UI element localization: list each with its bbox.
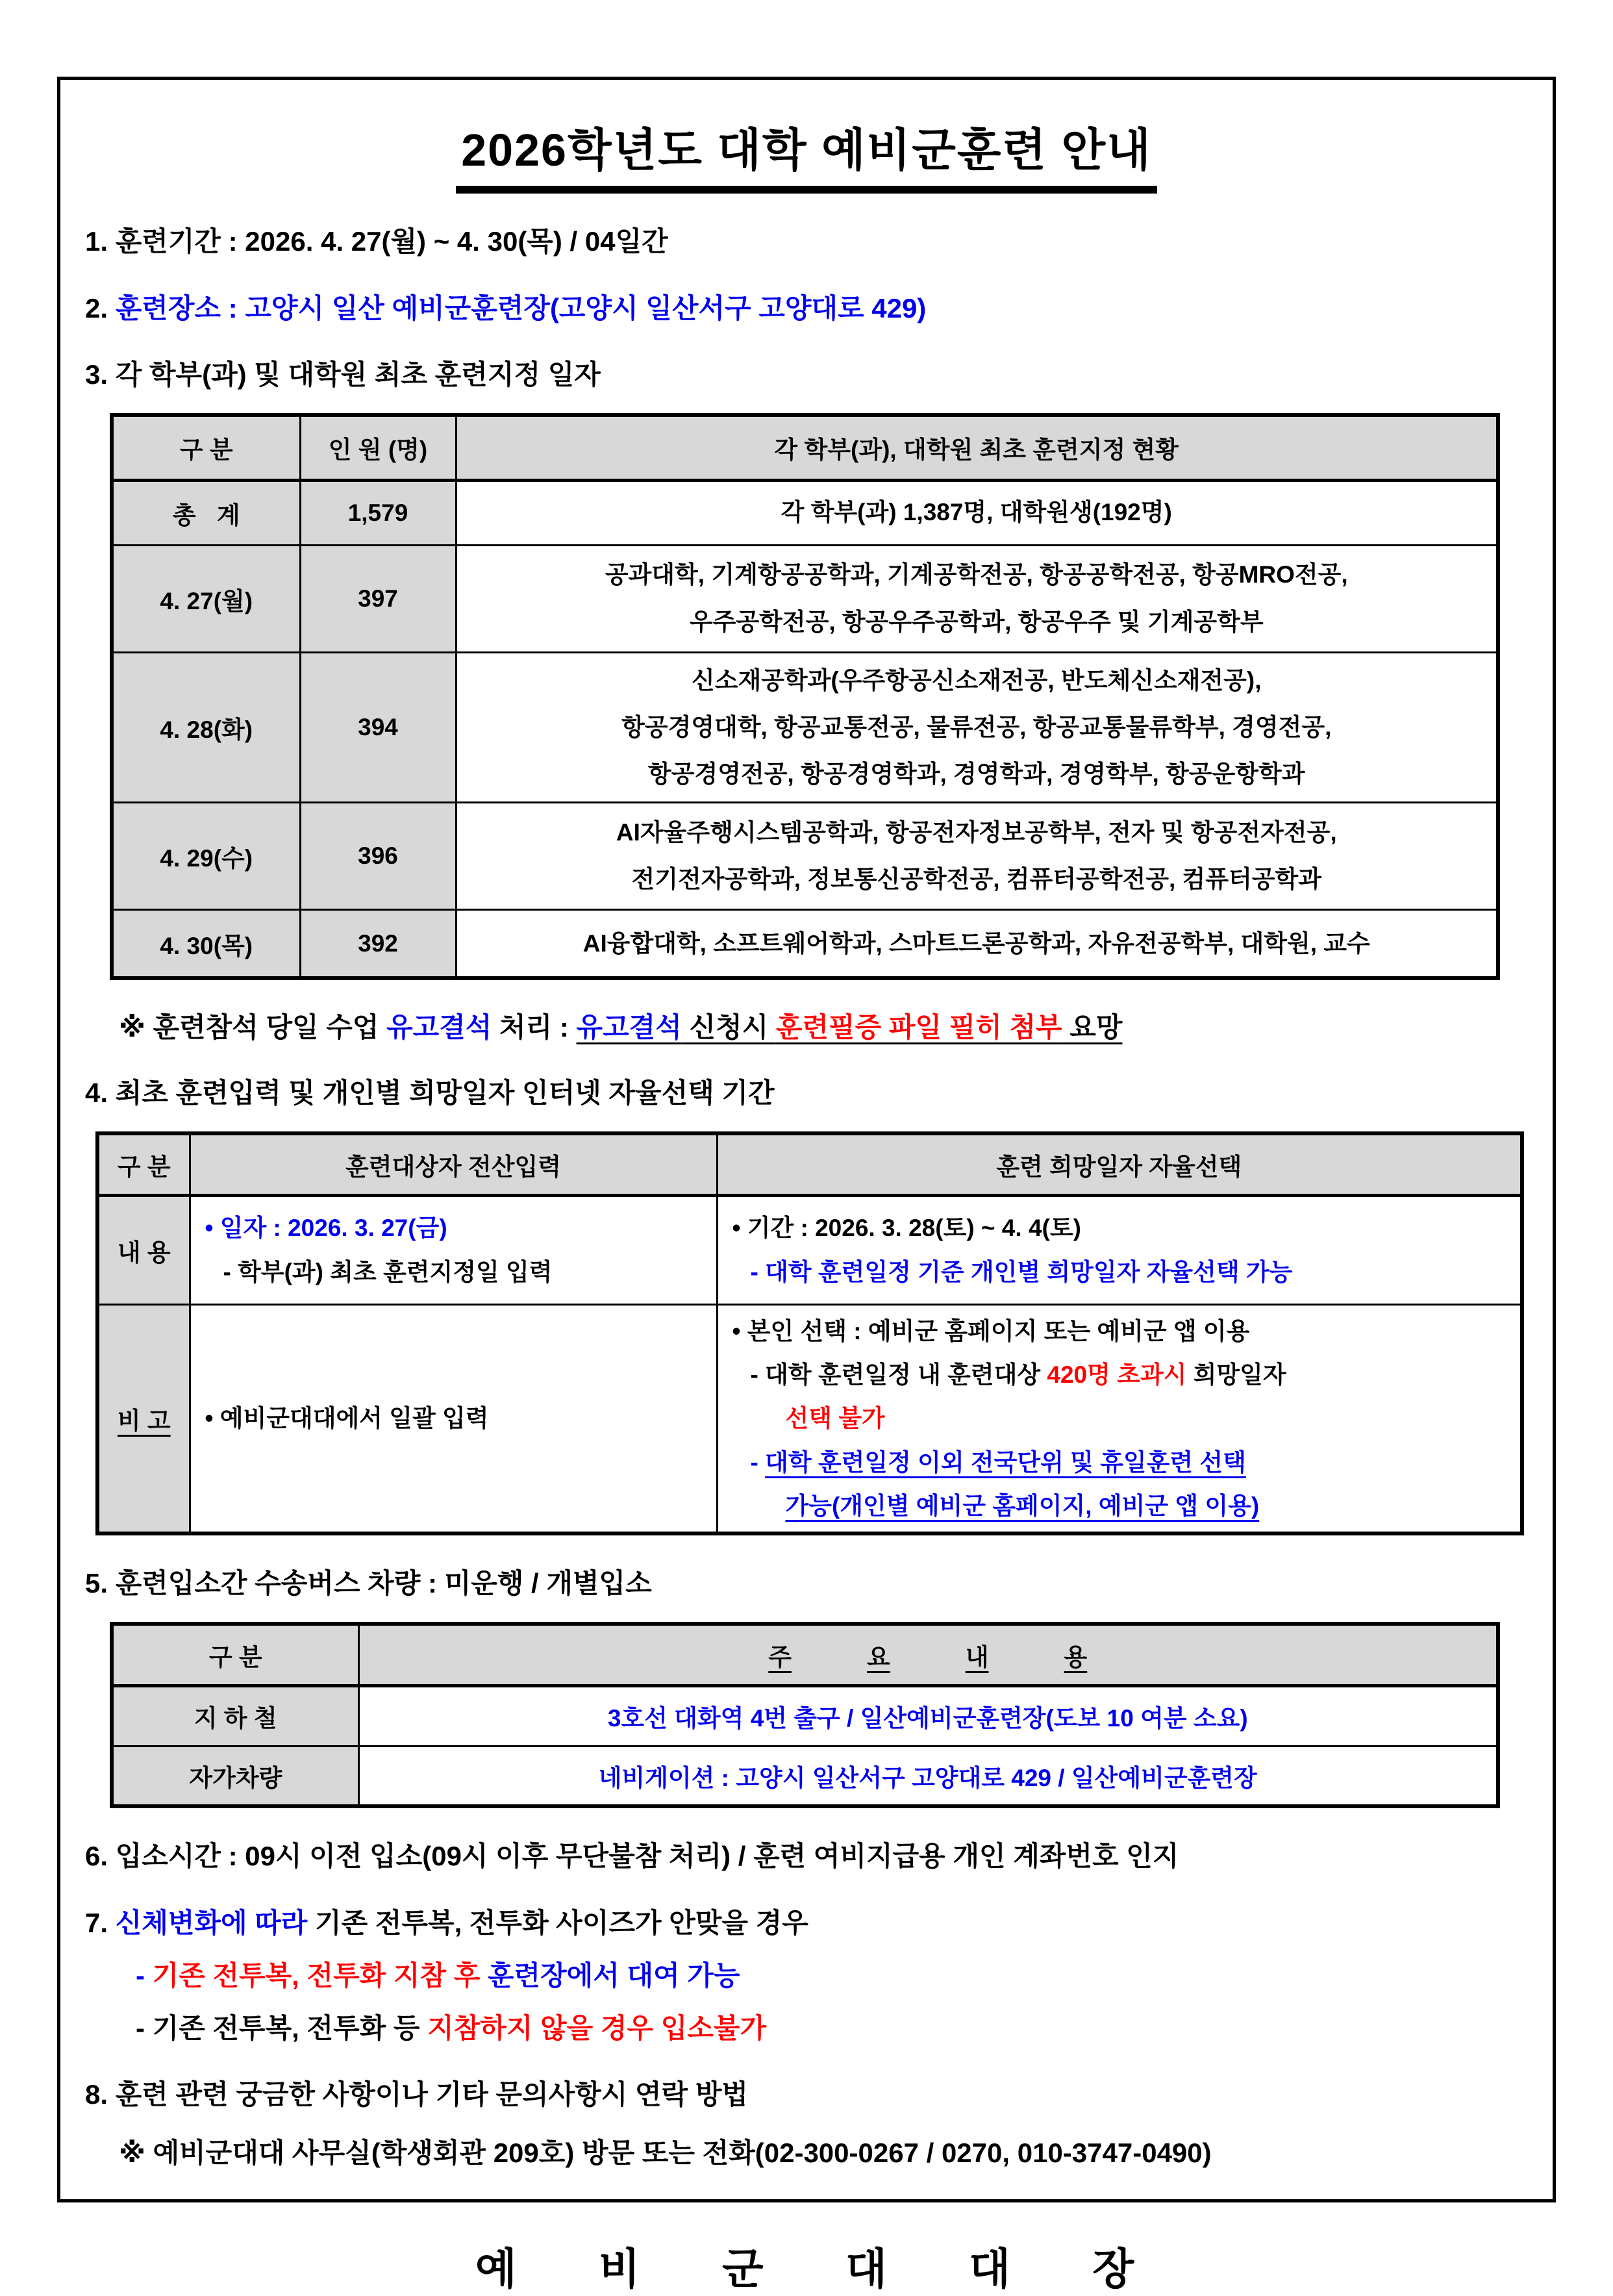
transport-label: 지 하 철 [112,1685,358,1746]
transport-table [110,1622,1500,1808]
underlined-requirement: 유고결석 신청시 훈련필증 파일 필히 첨부 요망 [576,1012,1123,1043]
section-selection-period: 4. 최초 훈련입력 및 개인별 희망일자 인터넷 자율선택 기간 [85,1078,775,1109]
self-selection-cell: • 본인 선택 : 예비군 홈페이지 또는 예비군 앱 이용 - 대학 훈련일정 내 훈련대상 420명 초과시 희망일자 선택 불가 - 대학 훈련일정 이외 전국단위 및 휴일훈련 선택 가능(개인별 예비군 홈페이지, 예비군 앱 이용) [717,1304,1522,1533]
departments-cell: 공과대학, 기계항공공학과, 기계공학전공, 항공공학전공, 항공MRO전공, 우주공학전공, 항공우주공학과, 항공우주 및 기계공학부 [456,545,1498,652]
table-row-apr27 [112,545,1498,652]
assignment-table-header-row [112,415,1498,480]
departments-cell: AI융합대학, 소프트웨어학과, 스마트드론공학과, 자유전공학부, 대학원, 교수 [456,909,1498,978]
section-contact: 8. 훈련 관련 궁금한 사항이나 기타 문의사항시 연락 방법 [85,2078,748,2110]
header-category: 구 분 [97,1133,190,1195]
transport-label: 자가차량 [112,1746,358,1806]
header-self-selection: 훈련 희망일자 자율선택 [717,1133,1522,1195]
table-row-subway [112,1685,1498,1746]
table-row-car [112,1746,1498,1806]
departments-cell: 신소재공학과(우주항공신소재전공, 반도체신소재전공), 항공경영대학, 항공교통전공, 물류전공, 항공교통물류학부, 경영전공, 항공경영전공, 항공경영학과, 경영학과, 경영학부, 항공운항학과 [456,652,1498,802]
table-row-content [97,1195,1522,1304]
self-selection-cell: • 기간 : 2026. 3. 28(토) ~ 4. 4(토) - 대학 훈련일정 기준 개인별 희망일자 자율선택 가능 [717,1195,1522,1304]
table-row-apr30 [112,909,1498,978]
page-title: 2026학년도 대학 예비군훈련 안내 [456,114,1157,194]
header-category: 구 분 [112,1624,358,1685]
count-cell: 394 [300,652,456,802]
contact-detail: ※ 예비군대대 사무실(학생회관 209호) 방문 또는 전화(02-300-0267 / 0270, 010-3747-0490) [119,2138,1212,2169]
header-status: 각 학부(과), 대학원 최초 훈련지정 현황 [456,415,1498,480]
transport-detail: 3호선 대화역 4번 출구 / 일산예비군훈련장(도보 10 여분 소요) [358,1685,1498,1746]
count-cell: 1,579 [300,480,456,545]
header-main-content: 주 요 내 용 [358,1624,1498,1685]
selection-table-header-row [97,1133,1522,1195]
header-batch-entry: 훈련대상자 전산입력 [190,1133,717,1195]
departments-cell: 각 학부(과) 1,387명, 대학원생(192명) [456,480,1498,545]
table-row-total [112,480,1498,545]
page-border-frame [57,77,1556,2293]
selection-table [95,1131,1524,1535]
batch-entry-cell: • 예비군대대에서 일괄 입력 [190,1304,717,1533]
section-uniform: 7. 신체변화에 따라 기존 전투복, 전투화 사이즈가 안맞을 경우 [85,1907,808,1938]
training-location-text: 훈련장소 : 고양시 일산 예비군훈련장(고양시 일산서구 고양대로 429) [115,292,927,323]
row-label: 비 고 [97,1304,190,1533]
departments-cell: AI자율주행시스템공학과, 항공전자정보공학부, 전자 및 항공전자전공, 전기전자공학과, 정보통신공학전공, 컴퓨터공학전공, 컴퓨터공학과 [456,802,1498,909]
section-number: 2. [85,292,116,323]
header-count: 인 원 (명) [300,415,456,480]
count-cell: 392 [300,909,456,978]
uniform-note-denied: - 기존 전투복, 전투화 등 지참하지 않을 경우 입소불가 [136,2012,767,2043]
signature-battalion-commander: 예 비 군 대 대 장 [475,2244,1138,2293]
uniform-note-rental: - 기존 전투복, 전투화 지참 후 훈련장에서 대여 가능 [136,1960,740,1991]
section-initial-assignment: 3. 각 학부(과) 및 대학원 최초 훈련지정 일자 [85,359,601,390]
table-row-apr28 [112,652,1498,802]
date-cell: 4. 28(화) [112,652,300,802]
header-category: 구 분 [112,415,300,480]
section-number: 7. [85,1907,116,1938]
note-marker: ※ [119,1012,153,1043]
count-cell: 396 [300,802,456,909]
row-label: 내 용 [97,1195,190,1304]
assignment-table [110,413,1500,980]
title-wrap [85,114,1528,194]
date-cell: 4. 27(월) [112,545,300,652]
section-entry-time: 6. 입소시간 : 09시 이전 입소(09시 이후 무단불참 처리) / 훈련 여비지급용 개인 계좌번호 인지 [85,1841,1179,1871]
transport-table-header-row [112,1624,1498,1685]
section-training-location [85,290,1528,327]
table-row-remark [97,1304,1522,1533]
count-cell: 397 [300,545,456,652]
transport-detail: 네비게이션 : 고양시 일산서구 고양대로 429 / 일산예비군훈련장 [358,1746,1498,1806]
batch-entry-cell: • 일자 : 2026. 3. 27(금) - 학부(과) 최초 훈련지정일 입력 [190,1195,717,1304]
date-cell: 4. 30(목) [112,909,300,978]
section-training-period: 1. 훈련기간 : 2026. 4. 27(월) ~ 4. 30(목) / 04일간 [85,226,668,257]
date-cell: 4. 29(수) [112,802,300,909]
table-row-apr29 [112,802,1498,909]
section-transport: 5. 훈련입소간 수송버스 차량 : 미운행 / 개별입소 [85,1568,652,1599]
date-cell: 총 계 [112,480,300,545]
attendance-note: ※ 훈련참석 당일 수업 유고결석 처리 : 유고결석 신청시 훈련필증 파일 필히 첨부 요망 [119,1012,1123,1043]
